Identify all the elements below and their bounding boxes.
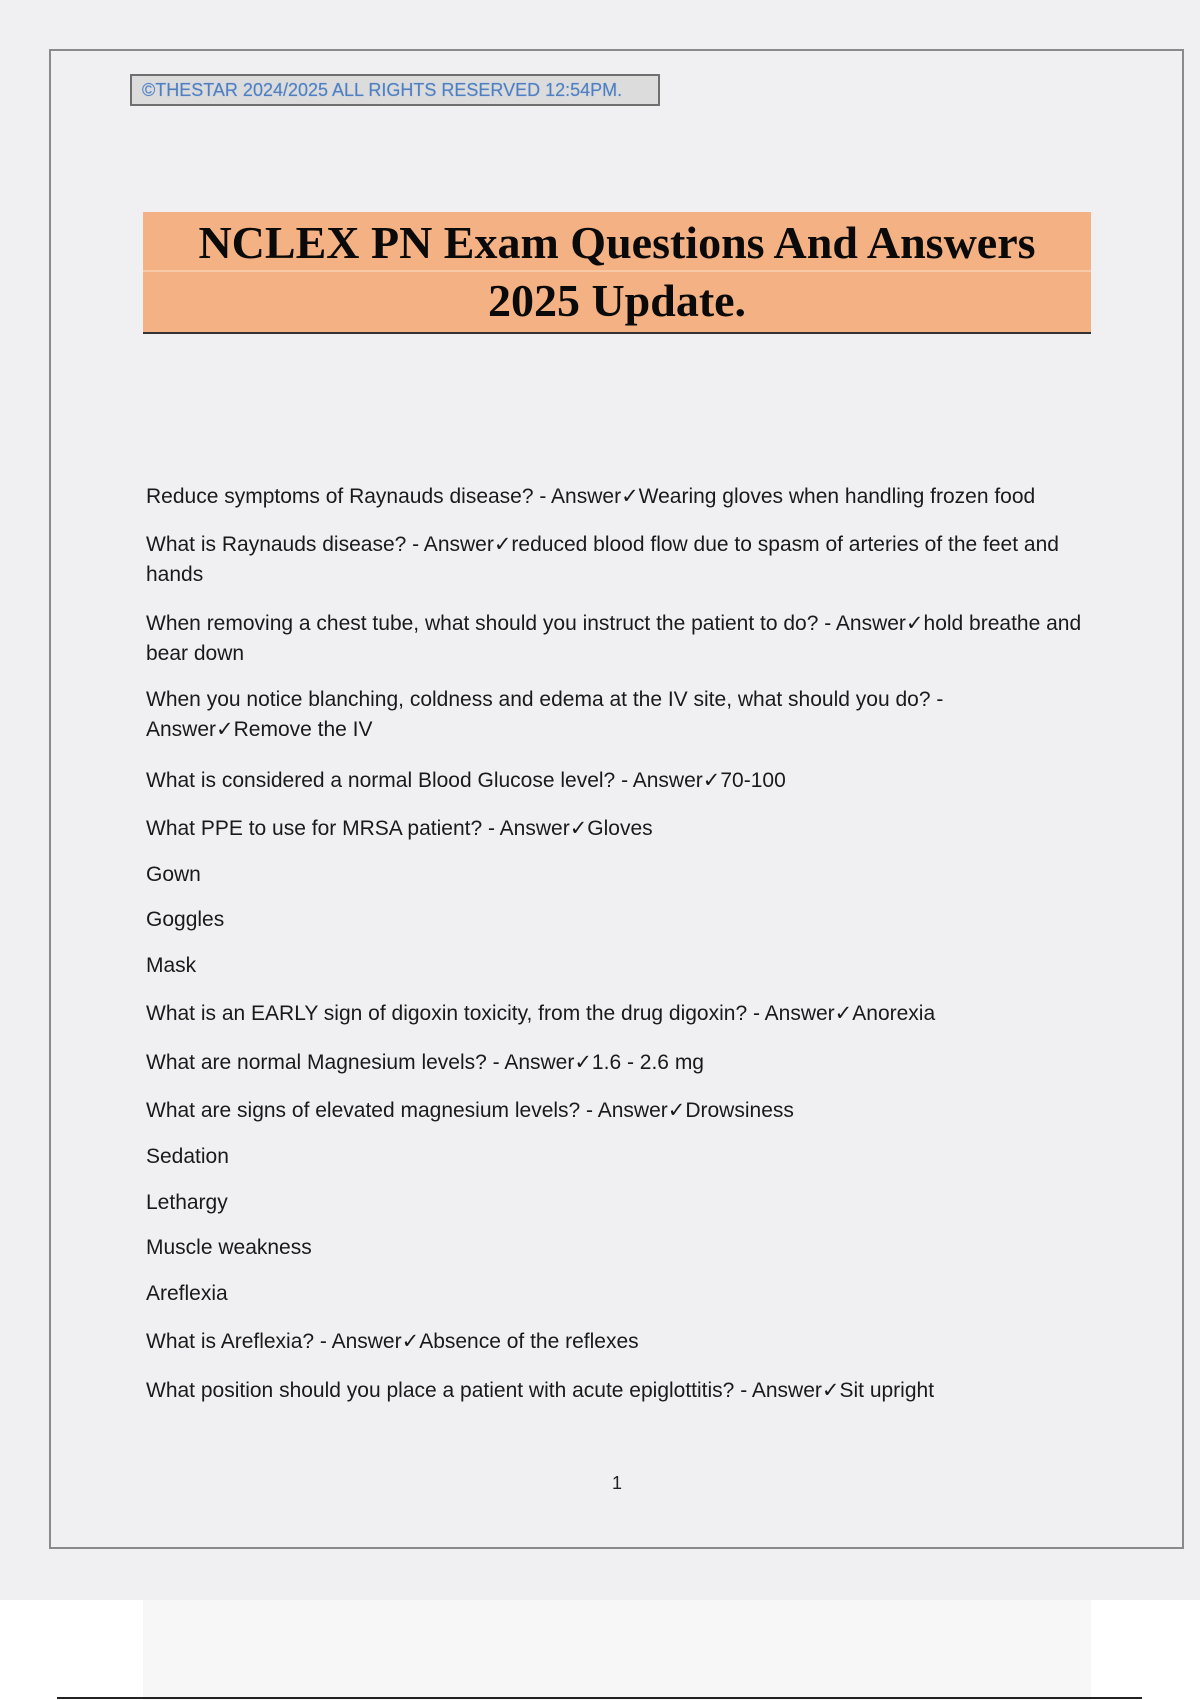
copyright-text: ©THESTAR 2024/2025 ALL RIGHTS RESERVED 12:54PM. [142, 80, 623, 100]
title-line-1: NCLEX PN Exam Questions And Answers [198, 217, 1036, 268]
copyright-banner [130, 74, 660, 106]
title-divider [143, 270, 1091, 272]
qa-item: Reduce symptoms of Raynauds disease? - Answer✓Wearing gloves when handling frozen food [146, 485, 1036, 508]
qa-item: What PPE to use for MRSA patient? - Answer✓Gloves [146, 817, 653, 840]
qa-item: Mask [146, 954, 197, 977]
qa-item: What is Areflexia? - Answer✓Absence of the reflexes [146, 1330, 639, 1353]
bottom-rule [57, 1697, 1142, 1699]
qa-item: What position should you place a patient with acute epiglottitis? - Answer✓Sit upright [146, 1379, 935, 1402]
qa-item: Sedation [146, 1145, 229, 1168]
document-title [143, 212, 1091, 334]
qa-item: Lethargy [146, 1191, 228, 1214]
qa-item: What is considered a normal Blood Glucose level? - Answer✓70-100 [146, 769, 786, 792]
qa-item: When you notice blanching, coldness and edema at the IV site, what should you do? - Answer✓Remove the IV [146, 688, 944, 741]
qa-item: What is Raynauds disease? - Answer✓reduced blood flow due to spasm of arteries of the feet and hands [146, 533, 1059, 586]
qa-item: Muscle weakness [146, 1236, 312, 1259]
qa-item: What are normal Magnesium levels? - Answer✓1.6 - 2.6 mg [146, 1051, 704, 1074]
qa-item: Gown [146, 863, 201, 886]
qa-item: Areflexia [146, 1282, 228, 1305]
qa-item: When removing a chest tube, what should you instruct the patient to do? - Answer✓hold breathe and bear down [146, 612, 1082, 665]
title-line-2: 2025 Update. [487, 275, 747, 326]
next-page-inner [143, 1600, 1091, 1700]
qa-item: Goggles [146, 908, 225, 931]
qa-item: What is an EARLY sign of digoxin toxicity, from the drug digoxin? - Answer✓Anorexia [146, 1002, 936, 1025]
qa-item: What are signs of elevated magnesium levels? - Answer✓Drowsiness [146, 1099, 794, 1122]
page-number: 1 [611, 1473, 622, 1493]
